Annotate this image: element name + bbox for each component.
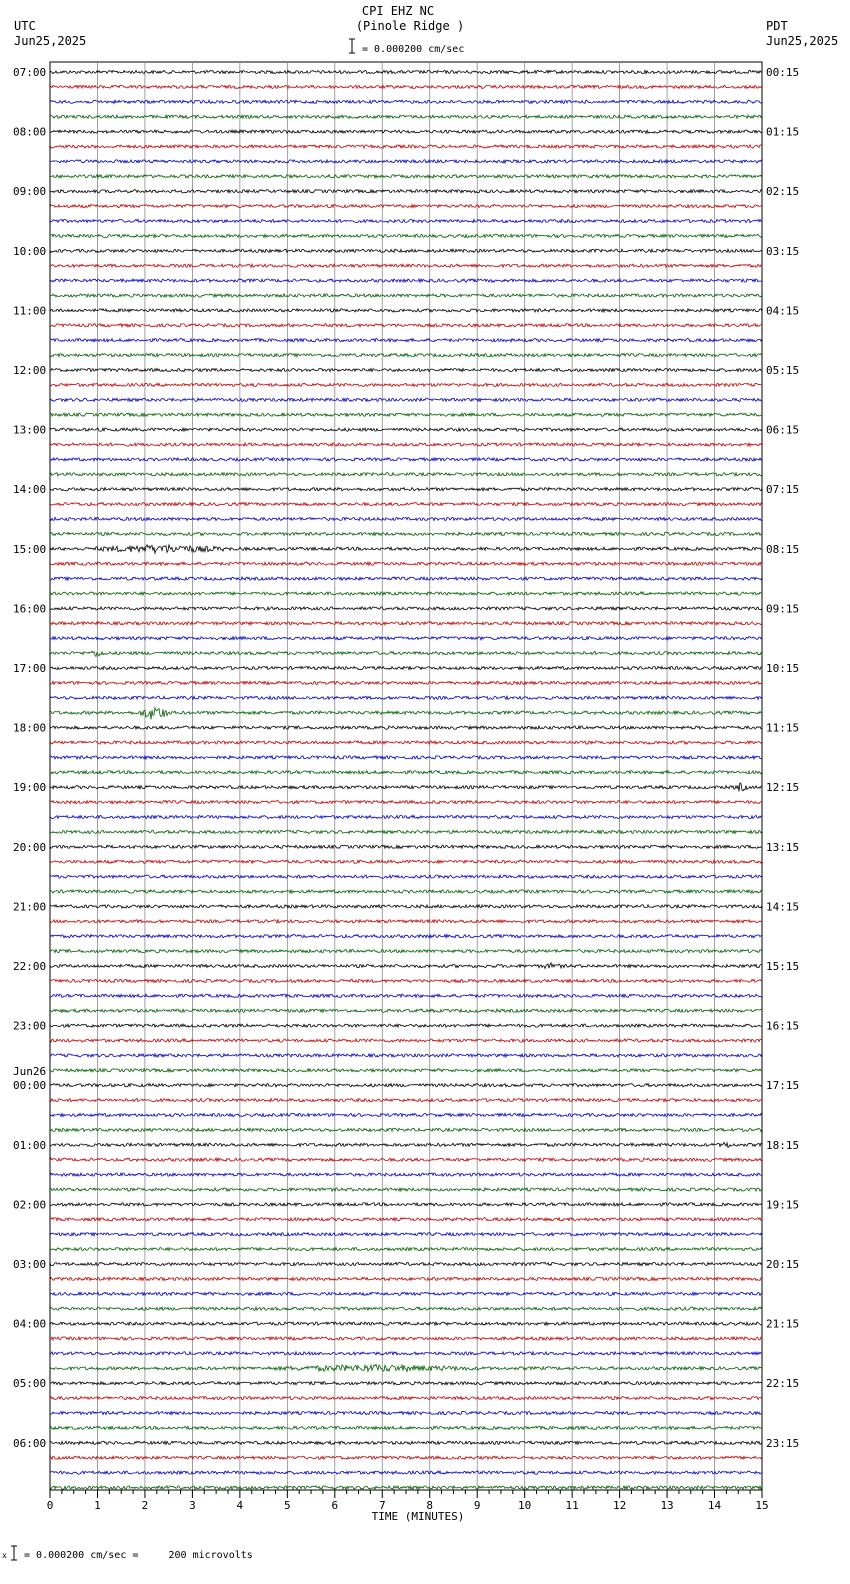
seismic-trace xyxy=(50,1277,762,1280)
seismic-trace xyxy=(50,294,762,297)
seismic-trace xyxy=(50,994,762,997)
utc-hour-label: 15:00 xyxy=(13,542,47,556)
pdt-hour-label: 18:15 xyxy=(766,1138,800,1152)
seismic-trace xyxy=(50,160,762,163)
utc-date-change-label: Jun26 xyxy=(13,1065,47,1079)
utc-hour-label: 16:00 xyxy=(13,602,47,616)
seismic-trace xyxy=(50,205,762,208)
utc-hour-label: 19:00 xyxy=(13,781,47,795)
seismic-trace xyxy=(50,115,762,118)
seismic-trace xyxy=(50,708,762,720)
seismic-trace xyxy=(50,85,762,88)
seismic-trace xyxy=(50,607,762,610)
seismic-trace xyxy=(50,309,762,312)
header-scale-text: = 0.000200 cm/sec xyxy=(362,44,465,55)
pdt-hour-label: 05:15 xyxy=(766,364,800,377)
left-date: Jun25,2025 xyxy=(14,34,87,48)
utc-hour-label: 02:00 xyxy=(13,1198,47,1212)
seismic-trace xyxy=(50,950,762,953)
seismic-trace xyxy=(50,1173,762,1176)
seismic-trace xyxy=(50,130,762,133)
header-scale-bar xyxy=(349,39,355,53)
seismic-trace xyxy=(50,577,762,580)
x-tick-label: 1 xyxy=(94,1499,101,1512)
seismic-trace xyxy=(50,1203,762,1206)
x-tick-label: 14 xyxy=(707,1499,722,1512)
seismic-trace xyxy=(50,428,762,431)
seismic-trace xyxy=(50,1364,762,1371)
seismic-trace xyxy=(50,473,762,476)
utc-hour-label: 01:00 xyxy=(13,1138,47,1152)
utc-hour-label: 13:00 xyxy=(13,423,47,437)
pdt-hour-label: 21:15 xyxy=(766,1317,800,1331)
seismic-trace xyxy=(50,1039,762,1042)
pdt-hour-label: 16:15 xyxy=(766,1019,800,1033)
seismic-trace xyxy=(50,1471,762,1474)
seismic-trace xyxy=(50,681,762,684)
station-title: CPI EHZ NC xyxy=(361,4,435,18)
x-tick-label: 2 xyxy=(141,1499,149,1512)
seismic-trace xyxy=(50,532,762,535)
x-tick-label: 12 xyxy=(612,1499,627,1512)
seismic-trace xyxy=(50,860,762,863)
seismic-trace xyxy=(50,1337,762,1340)
seismic-trace xyxy=(50,279,762,282)
seismic-trace xyxy=(50,249,762,252)
time-grid xyxy=(50,62,762,1490)
x-tick-label: 4 xyxy=(236,1499,244,1512)
plot-frame xyxy=(50,62,762,1490)
x-axis xyxy=(47,1490,769,1512)
utc-hour-label: 08:00 xyxy=(13,125,47,139)
seismic-trace xyxy=(50,488,762,491)
pdt-hour-label: 17:15 xyxy=(766,1079,800,1093)
utc-hour-label: 07:00 xyxy=(13,66,47,79)
footer-scale-text: = 0.000200 cm/sec = 200 microvolts xyxy=(24,1550,253,1561)
pdt-hour-label: 02:15 xyxy=(766,185,800,199)
seismic-trace xyxy=(50,1441,762,1444)
x-tick-label: 10 xyxy=(518,1499,532,1512)
x-tick-label: 9 xyxy=(473,1499,481,1512)
utc-hour-label: 03:00 xyxy=(13,1258,47,1271)
seismic-trace xyxy=(50,1426,762,1429)
pdt-hour-label: 10:15 xyxy=(766,662,800,675)
utc-hour-label: 22:00 xyxy=(13,960,47,973)
x-axis-label: TIME (MINUTES) xyxy=(371,1510,465,1523)
seismic-trace xyxy=(50,1054,762,1057)
seismic-trace xyxy=(50,383,762,386)
x-tick-label: 5 xyxy=(284,1499,291,1512)
seismic-trace xyxy=(50,1262,762,1265)
seismic-trace xyxy=(50,1322,762,1325)
seismic-trace xyxy=(50,771,762,774)
left-timezone: UTC xyxy=(14,19,36,33)
pdt-hour-label: 04:15 xyxy=(766,304,800,318)
seismic-trace xyxy=(50,1233,762,1236)
seismic-trace xyxy=(50,1248,762,1251)
x-tick-label: 6 xyxy=(331,1499,339,1512)
seismic-trace xyxy=(50,592,762,595)
seismic-trace xyxy=(50,1382,762,1385)
seismic-trace xyxy=(50,920,762,923)
seismic-trace xyxy=(50,503,762,506)
seismic-trace xyxy=(50,783,762,791)
x-tick-label: 13 xyxy=(660,1499,674,1512)
utc-hour-label: 14:00 xyxy=(13,483,47,497)
seismic-trace xyxy=(50,666,762,669)
x-tick-label: 0 xyxy=(46,1499,54,1512)
seismic-trace xyxy=(50,963,762,969)
pdt-hour-label: 23:15 xyxy=(766,1436,800,1450)
utc-hour-label: 17:00 xyxy=(13,662,47,675)
seismic-trace xyxy=(50,1009,762,1012)
seismic-trace xyxy=(50,1142,762,1147)
seismic-trace xyxy=(50,545,762,553)
seismic-trace xyxy=(50,234,762,237)
seismic-trace xyxy=(50,1188,762,1191)
seismic-trace xyxy=(50,651,762,656)
seismic-trace xyxy=(50,1128,762,1131)
seismic-trace xyxy=(50,1292,762,1295)
seismic-trace xyxy=(50,1352,762,1355)
seismic-trace xyxy=(50,1024,762,1027)
pdt-hour-label: 13:15 xyxy=(766,840,800,854)
seismic-trace xyxy=(50,726,762,729)
seismic-trace xyxy=(50,398,762,401)
seismic-trace xyxy=(50,100,762,103)
seismic-trace xyxy=(50,264,762,267)
seismic-trace xyxy=(50,935,762,938)
utc-hour-label: 09:00 xyxy=(13,185,47,199)
utc-hour-label: 21:00 xyxy=(13,900,47,914)
seismic-trace xyxy=(50,443,762,446)
pdt-hour-label: 07:15 xyxy=(766,483,800,497)
pdt-hour-label: 09:15 xyxy=(766,602,800,616)
seismic-trace xyxy=(50,368,762,371)
seismic-trace xyxy=(50,458,762,461)
pdt-hour-label: 14:15 xyxy=(766,900,800,914)
seismic-trace xyxy=(50,70,762,73)
seismic-trace xyxy=(50,756,762,759)
seismic-trace xyxy=(50,517,762,520)
seismic-trace xyxy=(50,1486,762,1489)
seismic-trace xyxy=(50,830,762,833)
pdt-hour-label: 11:15 xyxy=(766,721,800,735)
right-date: Jun25,2025 xyxy=(766,34,839,48)
utc-hour-label: 12:00 xyxy=(13,364,47,377)
pdt-hour-labels xyxy=(766,66,799,1450)
x-tick-label: 15 xyxy=(755,1499,769,1512)
seismic-trace xyxy=(50,145,762,148)
seismic-trace xyxy=(50,413,762,416)
seismic-trace xyxy=(50,801,762,804)
utc-hour-labels xyxy=(13,66,46,1450)
seismic-trace xyxy=(50,905,762,908)
utc-hour-label: 05:00 xyxy=(13,1377,47,1391)
pdt-hour-label: 22:15 xyxy=(766,1377,800,1391)
seismic-trace xyxy=(50,979,762,982)
utc-hour-label: 06:00 xyxy=(13,1436,47,1450)
seismic-trace xyxy=(50,890,762,893)
utc-hour-label: 04:00 xyxy=(13,1317,47,1331)
pdt-hour-label: 03:15 xyxy=(766,244,800,258)
pdt-hour-label: 12:15 xyxy=(766,781,800,795)
seismic-trace xyxy=(50,190,762,193)
pdt-hour-label: 00:15 xyxy=(766,66,800,79)
seismic-trace xyxy=(50,354,762,357)
seismic-trace xyxy=(50,562,762,565)
utc-hour-label: 10:00 xyxy=(13,244,47,258)
seismic-trace xyxy=(50,875,762,878)
svg-text:x: x xyxy=(2,1551,7,1560)
seismic-trace xyxy=(50,1397,762,1400)
seismic-trace xyxy=(50,1411,762,1414)
seismic-trace xyxy=(50,1456,762,1459)
x-tick-label: 7 xyxy=(378,1499,386,1512)
seismic-trace xyxy=(50,1307,762,1310)
utc-hour-label: 00:00 xyxy=(13,1079,47,1093)
x-tick-label: 8 xyxy=(426,1499,434,1512)
seismic-traces xyxy=(50,70,762,1489)
seismic-trace xyxy=(50,622,762,625)
pdt-hour-label: 19:15 xyxy=(766,1198,800,1212)
pdt-hour-label: 06:15 xyxy=(766,423,800,437)
seismic-trace xyxy=(50,219,762,222)
seismic-trace xyxy=(50,1218,762,1221)
utc-hour-label: 20:00 xyxy=(13,840,47,854)
utc-hour-label: 11:00 xyxy=(13,304,47,318)
seismic-trace xyxy=(50,1099,762,1102)
seismic-trace xyxy=(50,339,762,342)
seismic-trace xyxy=(50,1158,762,1161)
pdt-hour-label: 20:15 xyxy=(766,1258,800,1271)
seismic-trace xyxy=(50,815,762,818)
pdt-hour-label: 01:15 xyxy=(766,125,800,139)
footer-scale-bar xyxy=(2,1546,17,1560)
utc-hour-label: 23:00 xyxy=(13,1019,47,1033)
seismic-trace xyxy=(50,175,762,178)
pdt-hour-label: 15:15 xyxy=(766,960,800,973)
seismic-trace xyxy=(50,741,762,744)
seismic-trace xyxy=(50,637,762,640)
station-location: (Pinole Ridge ) xyxy=(355,19,465,33)
seismic-trace xyxy=(50,1113,762,1116)
seismic-trace xyxy=(50,845,762,848)
seismic-trace xyxy=(50,1069,762,1072)
x-tick-label: 3 xyxy=(189,1499,196,1512)
right-timezone: PDT xyxy=(766,19,788,33)
seismic-trace xyxy=(50,1084,762,1087)
seismic-trace xyxy=(50,324,762,327)
x-tick-label: 11 xyxy=(565,1499,579,1512)
utc-hour-label: 18:00 xyxy=(13,721,47,735)
pdt-hour-label: 08:15 xyxy=(766,542,800,556)
seismic-trace xyxy=(50,696,762,699)
